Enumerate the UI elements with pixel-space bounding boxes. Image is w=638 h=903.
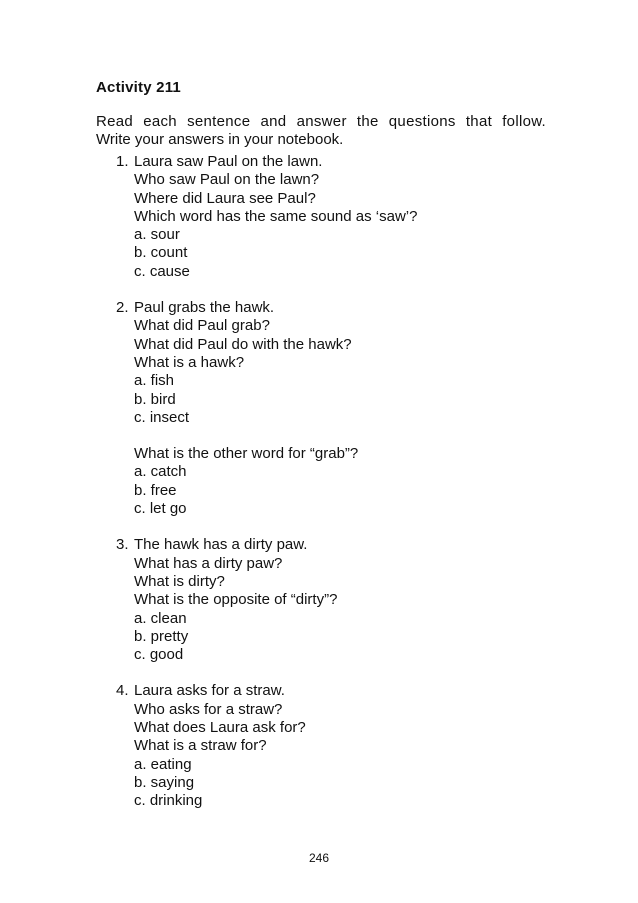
question-line: What is a straw for? <box>134 737 267 755</box>
choice-a: a. eating <box>134 755 192 773</box>
question-line: Who asks for a straw? <box>134 700 283 718</box>
choice-c: c. insect <box>134 408 190 426</box>
question-number: 2. <box>116 299 129 317</box>
sentence: Paul grabs the hawk. <box>134 299 275 317</box>
question-4 <box>96 682 556 810</box>
question-line: What is the other word for “grab”? <box>134 445 359 463</box>
question-number: 3. <box>116 536 129 554</box>
choice-a: a. clean <box>134 609 187 627</box>
question-line: Which word has the same sound as ‘saw’? <box>134 207 418 225</box>
question-line: What is dirty? <box>134 572 225 590</box>
question-line: What did Paul grab? <box>134 317 270 335</box>
choice-c: c. drinking <box>134 792 203 810</box>
question-number: 4. <box>116 682 129 700</box>
choice-b: b. bird <box>134 390 176 408</box>
page-number: 246 <box>308 851 330 865</box>
question-line: What did Paul do with the hawk? <box>134 335 352 353</box>
instructions-line-1: Read each sentence and answer the questions that follow. <box>96 113 546 130</box>
instructions-line-2: Write your answers in your notebook. <box>96 131 344 149</box>
choice-b: b. count <box>134 244 188 262</box>
choice-c: c. let go <box>134 500 187 518</box>
instructions <box>96 113 546 150</box>
question-line: What is the opposite of “dirty”? <box>134 591 338 609</box>
choice-a: a. catch <box>134 463 187 481</box>
choice-b: b. saying <box>134 773 195 791</box>
question-2 <box>96 299 556 518</box>
question-number: 1. <box>116 153 129 170</box>
choice-b: b. free <box>134 481 177 499</box>
question-line: What is a hawk? <box>134 353 245 371</box>
question-line: What has a dirty paw? <box>134 554 283 572</box>
choice-a: a. sour <box>134 226 180 244</box>
activity-title: Activity 211 <box>96 79 181 96</box>
question-list <box>96 153 556 811</box>
question-line: Who saw Paul on the lawn? <box>134 171 320 189</box>
choice-c: c. cause <box>134 262 190 280</box>
question-line: Where did Laura see Paul? <box>134 189 316 207</box>
choice-c: c. good <box>134 646 184 664</box>
sentence: Laura asks for a straw. <box>134 682 285 700</box>
question-1 <box>96 153 556 281</box>
choice-b: b. pretty <box>134 627 189 645</box>
question-line: What does Laura ask for? <box>134 719 306 737</box>
choice-a: a. fish <box>134 372 175 390</box>
sentence: Laura saw Paul on the lawn. <box>134 153 323 170</box>
question-3 <box>96 536 556 664</box>
sentence: The hawk has a dirty paw. <box>134 536 308 554</box>
